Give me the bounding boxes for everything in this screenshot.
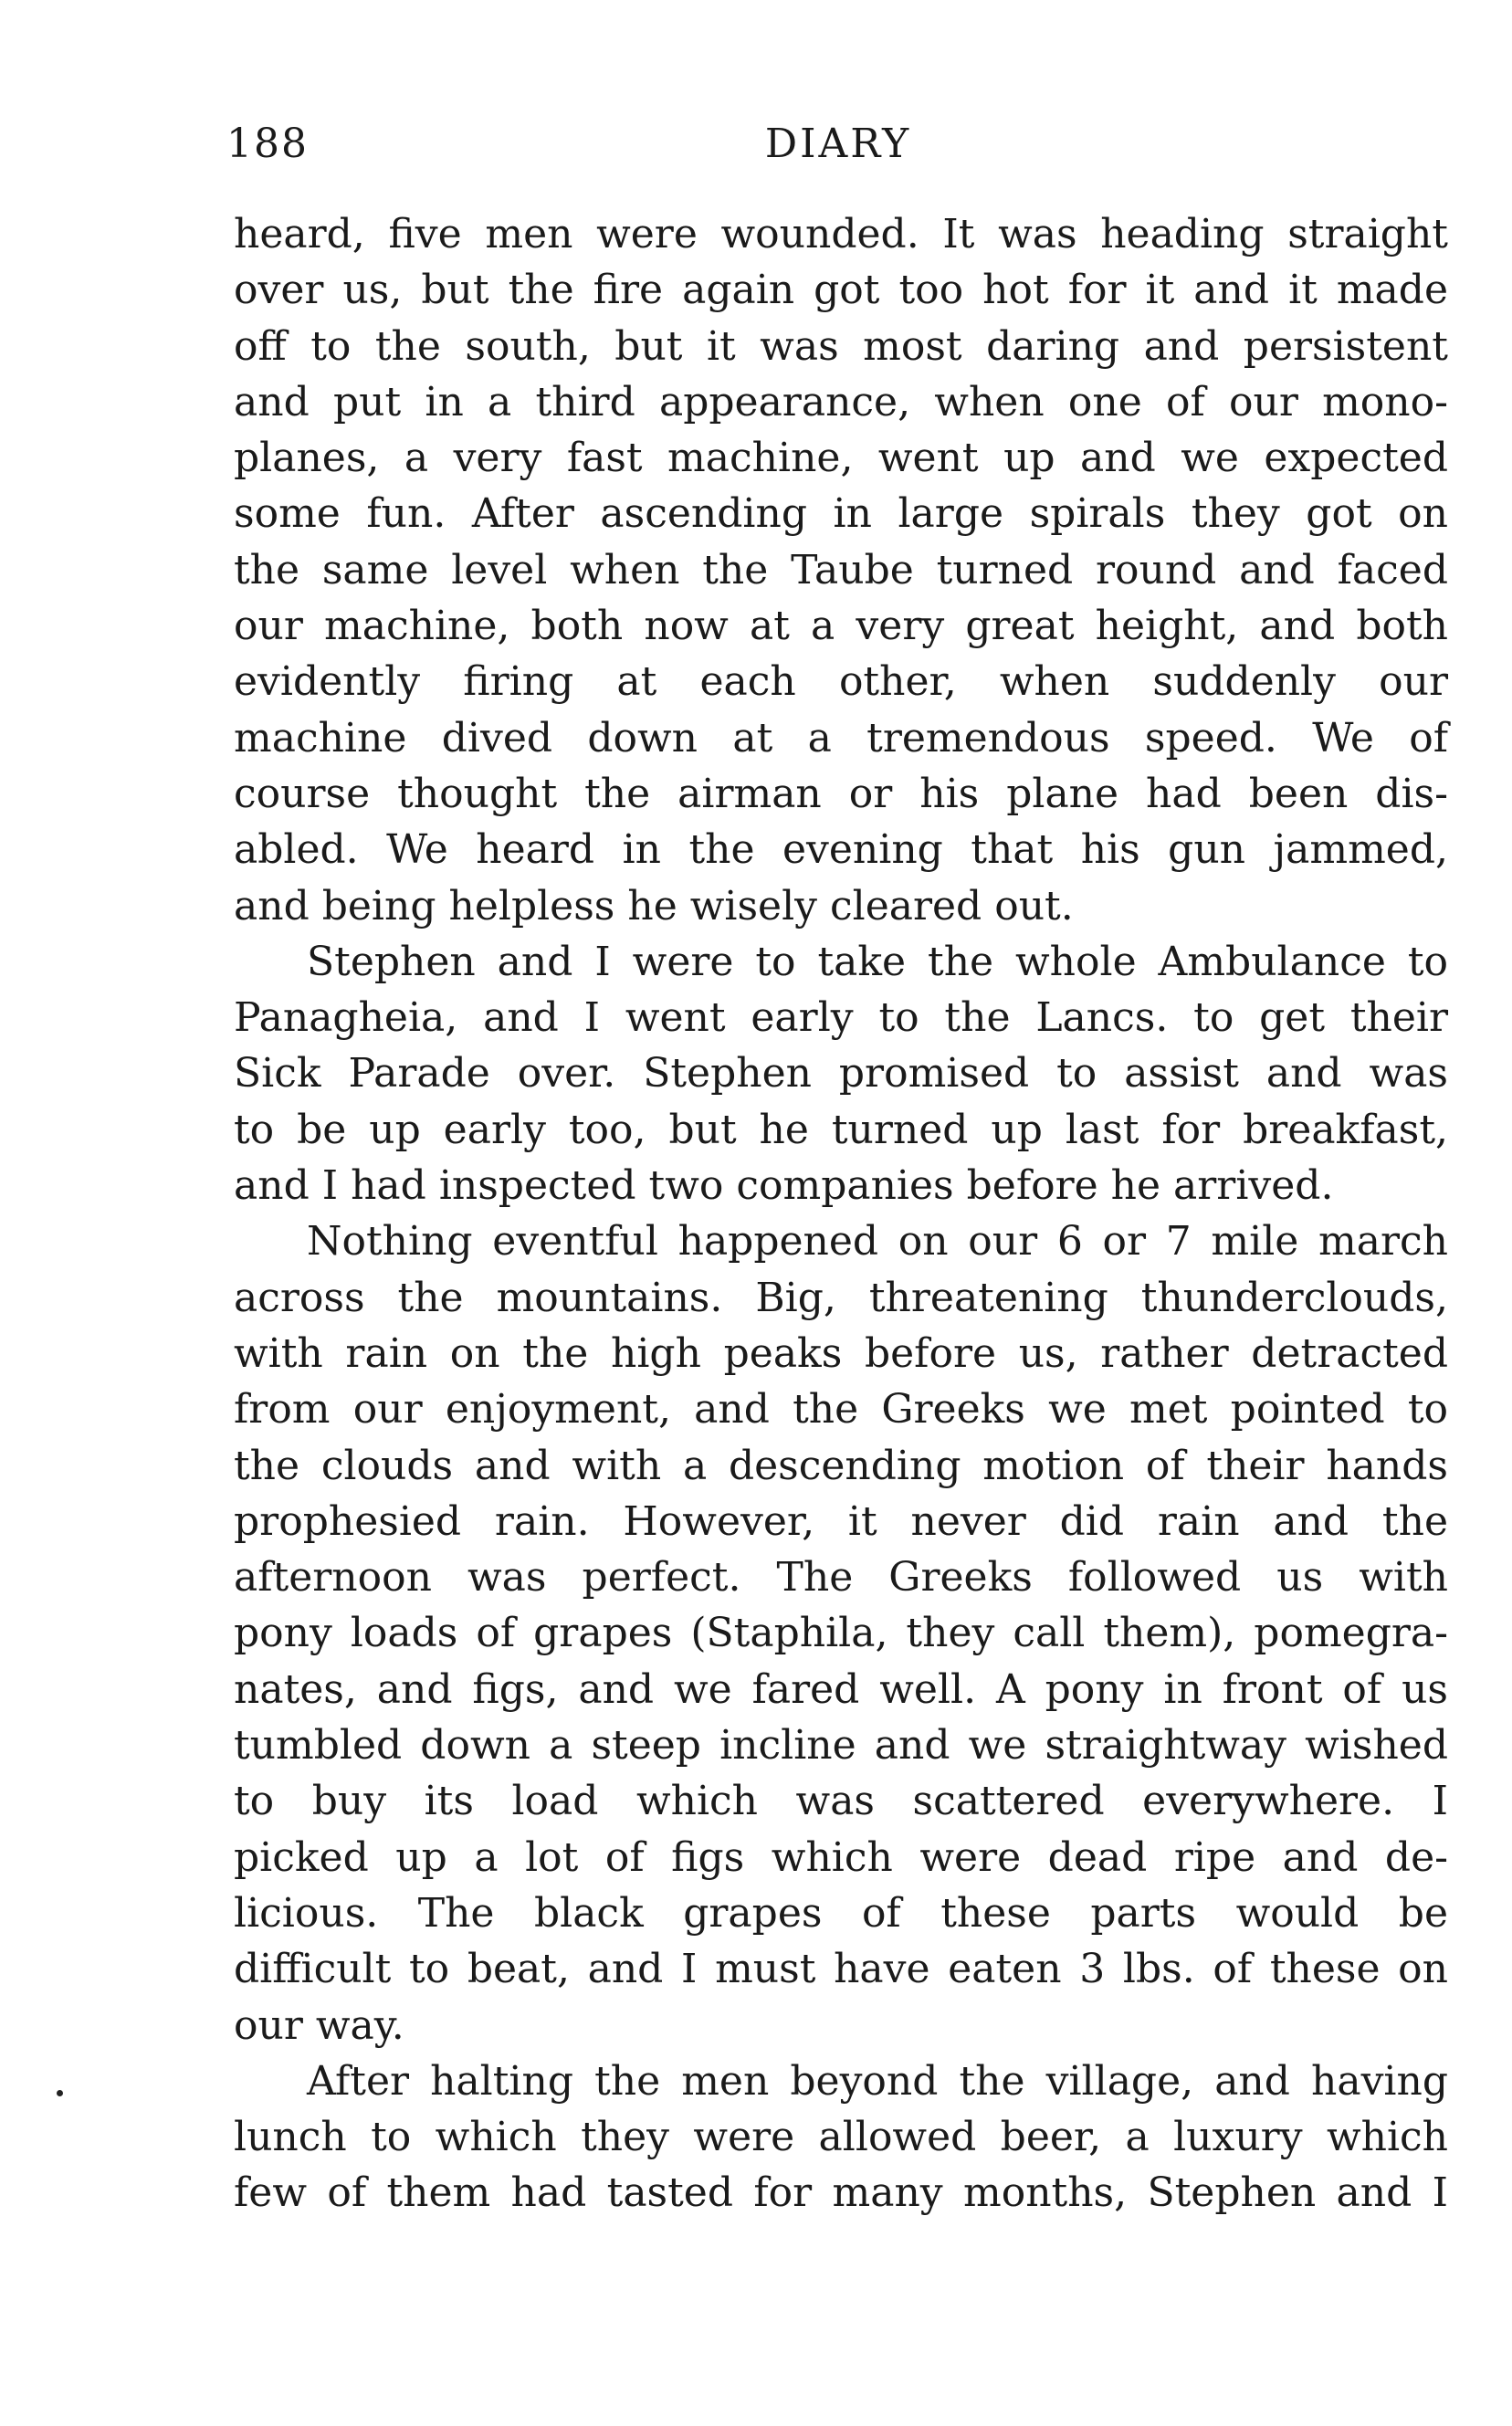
- text-line: nates, and figs, and we fared well. A pony in front of us: [234, 1665, 1448, 1713]
- running-title: DIARY: [764, 121, 912, 167]
- text-line: and I had inspected two companies before he arrived.: [234, 1162, 1334, 1210]
- text-line: few of them had tasted for many months, Stephen and I: [234, 2169, 1448, 2217]
- text-line: some fun. After ascending in large spirals they got on: [234, 490, 1448, 538]
- text-line: Stephen and I were to take the whole Ambulance to: [307, 938, 1448, 985]
- text-line: difficult to beat, and I must have eaten 3 lbs. of these on: [234, 1946, 1448, 1993]
- text-line: our machine, both now at a very great height, and both: [234, 603, 1448, 650]
- text-line: abled. We heard in the evening that his gun jammed,: [234, 826, 1448, 874]
- paragraph: [234, 1213, 1448, 2053]
- text-line: off to the south, but it was most daring and persistent: [234, 322, 1448, 370]
- margin-speck: [57, 2090, 63, 2096]
- text-line: the clouds and with a descending motion of their hands: [234, 1442, 1448, 1489]
- running-head: [226, 121, 1450, 172]
- text-line: Nothing eventful happened on our 6 or 7 mile march: [307, 1218, 1448, 1266]
- paragraph: [234, 2053, 1448, 2221]
- text-line: Panagheia, and I went early to the Lancs. to get their: [234, 994, 1448, 1042]
- text-line: Sick Parade over. Stephen promised to assist and was: [234, 1050, 1448, 1097]
- paragraph: [234, 206, 1448, 934]
- text-line: our way.: [234, 2001, 404, 2049]
- text-line: over us, but the fire again got too hot for it and it made: [234, 267, 1448, 314]
- text-line: planes, a very fast machine, went up and we expected: [234, 435, 1448, 482]
- text-line: the same level when the Taube turned round and faced: [234, 546, 1448, 593]
- text-line: heard, five men were wounded. It was heading straight: [234, 211, 1448, 257]
- text-line: to buy its load which was scattered everywhere. I: [234, 1778, 1448, 1825]
- text-line: licious. The black grapes of these parts would be: [234, 1889, 1448, 1937]
- text-line: afternoon was perfect. The Greeks followed us with: [234, 1554, 1448, 1602]
- text-line: picked up a lot of figs which were dead ripe and de-: [234, 1833, 1448, 1881]
- paragraph: [234, 934, 1448, 1213]
- page-number: 188: [226, 121, 309, 167]
- text-line: from our enjoyment, and the Greeks we met pointed to: [234, 1386, 1448, 1434]
- text-line: machine dived down at a tremendous speed. We of: [234, 714, 1448, 761]
- text-line: prophesied rain. However, it never did rain and the: [234, 1497, 1448, 1545]
- text-line: and put in a third appearance, when one of our mono-: [234, 378, 1448, 425]
- text-line: pony loads of grapes (Staphila, they call them), pomegra-: [234, 1610, 1448, 1657]
- text-line: course thought the airman or his plane had been dis-: [234, 770, 1448, 817]
- body-text: [234, 206, 1448, 2221]
- text-line: with rain on the high peaks before us, rather detracted: [234, 1329, 1448, 1377]
- text-line: evidently firing at each other, when suddenly our: [234, 658, 1448, 706]
- text-line: After halting the men beyond the village, and having: [307, 2057, 1448, 2105]
- text-line: across the mountains. Big, threatening thunderclouds,: [234, 1274, 1448, 1321]
- text-line: to be up early too, but he turned up last for breakfast,: [234, 1106, 1448, 1153]
- text-line: and being helpless he wisely cleared out.: [234, 882, 1074, 929]
- text-line: lunch to which they were allowed beer, a luxury which: [234, 2114, 1448, 2161]
- text-line: tumbled down a steep incline and we straightway wished: [234, 1722, 1448, 1770]
